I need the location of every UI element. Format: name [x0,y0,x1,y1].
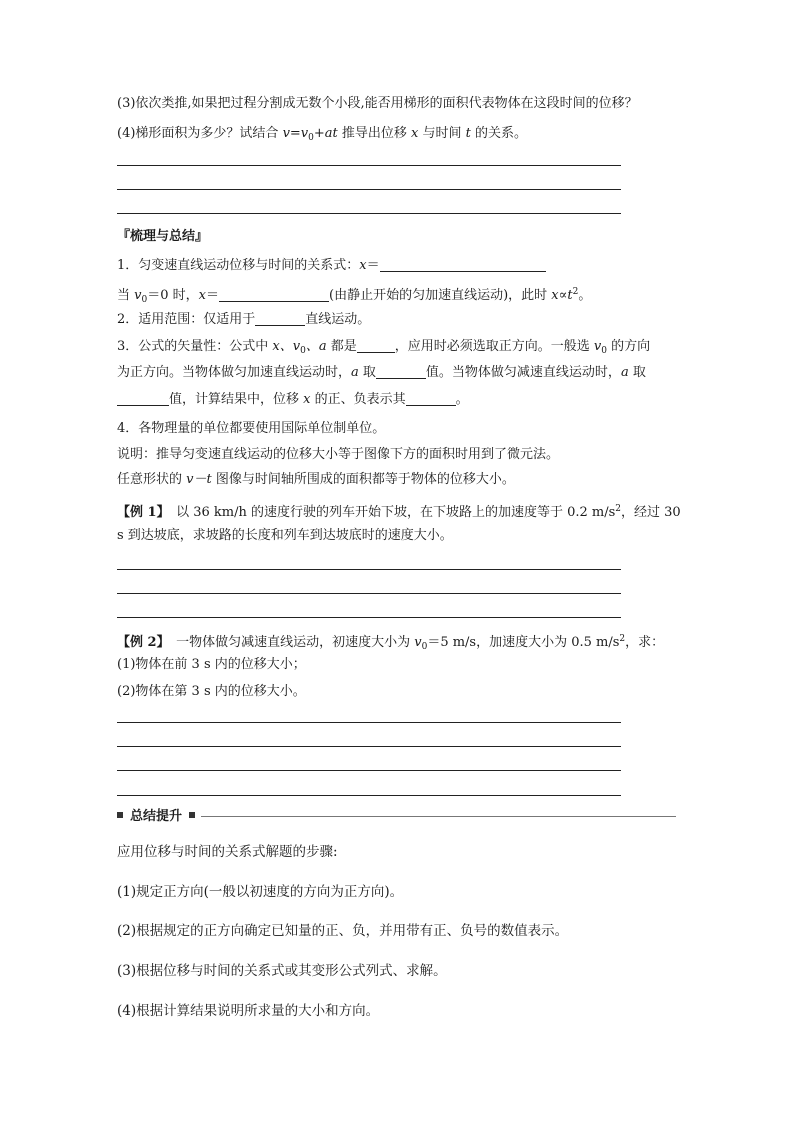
section-heading: 『梳理与总结』 [117,229,209,244]
question-4: (4)梯形面积为多少？试结合 $v=v_0+at$ 推导出位移 x 与时间 t 的关系。 [117,126,528,143]
summary-item-4: 4．各物理量的单位都要使用国际单位制单位。 [117,421,386,436]
example-tag: 【例 2】 [117,635,164,650]
example-2-part-1: (1)物体在前 3 s 内的位移大小； [117,657,306,672]
summary-item-3-continued: 为正方向。当物体做匀加速直线运动时，a 取 值。当物体做匀减速直线运动时，a 取 [117,365,646,380]
summary-item-1-continued: 当 $v_0=0$ 时，x＝ (由静止开始的匀加速直线运动)，此时 $x\propto t^2$。 [117,287,592,305]
answer-line [117,770,621,771]
example-1: 【例 1】 以 36 km/h 的速度行驶的列车开始下坡，在下坡路上的加速度等于 0.2 $m/s^2$，经过 30 [117,504,681,520]
step-item: (1)规定正方向(一般以初速度的方向为正方向)。 [117,884,404,900]
answer-line [117,165,621,166]
answer-line [117,569,621,570]
summary-item-3-end: 值，计算结果中，位移 x 的正、负表示其 。 [117,391,469,409]
answer-line [117,593,621,594]
divider [201,816,676,817]
example-1-continued: s 到达坡底，求坡路的长度和列车到达坡底时的速度大小。 [117,528,453,543]
steps-intro: 应用位移与时间的关系式解题的步骤: [117,844,338,860]
answer-line [117,213,621,214]
step-item: (2)根据规定的正方向确定已知量的正、负，并用带有正、负号的数值表示。 [117,923,569,939]
step-item: (3)根据位移与时间的关系式或其变形公式列式、求解。 [117,963,447,979]
fill-blank[interactable] [357,338,395,353]
summary-box-title: 总结提升 [130,809,183,824]
fill-blank[interactable] [117,391,169,406]
fill-blank[interactable] [406,391,456,406]
summary-item-2: 2．适用范围：仅适用于 直线运动。 [117,312,371,327]
answer-line [117,795,621,796]
fill-blank[interactable] [376,364,426,379]
note-line-1: 说明：推导匀变速直线运动的位移大小等于图像下方的面积时用到了微元法。 [117,447,560,462]
summary-item-3: 3．公式的矢量性：公式中 x、$v_0$、a 都是 ，应用时必须选取正方向。一般选 $v_0$ 的方向 [117,339,651,356]
example-2-part-2: (2)物体在第 3 s 内的位移大小。 [117,684,306,699]
fill-blank[interactable] [380,257,546,272]
square-bullet-icon [117,812,123,818]
answer-line [117,746,621,747]
velocity-formula: $v=v_0+at$ [282,126,338,143]
fill-blank[interactable] [219,287,329,302]
answer-line [117,189,621,190]
example-2: 【例 2】 一物体做匀减速直线运动，初速度大小为 $v_0=5$ m/s，加速度大小为 0.5 $m/s^2$，求： [117,634,665,652]
answer-line [117,722,621,723]
summary-item-1: 1．匀变速直线运动位移与时间的关系式：x＝ [117,257,546,275]
fill-blank[interactable] [255,311,305,326]
square-bullet-icon [189,812,195,818]
example-tag: 【例 1】 [117,505,164,520]
answer-line [117,617,621,618]
summary-box-header [117,808,676,826]
question-3: (3)依次类推,如果把过程分割成无数个小段,能否用梯形的面积代表物体在这段时间的位移？ [117,96,638,111]
step-item: (4)根据计算结果说明所求量的大小和方向。 [117,1003,380,1019]
note-line-2: 任意形状的 v－t 图像与时间轴所围成的面积都等于物体的位移大小。 [117,472,515,487]
